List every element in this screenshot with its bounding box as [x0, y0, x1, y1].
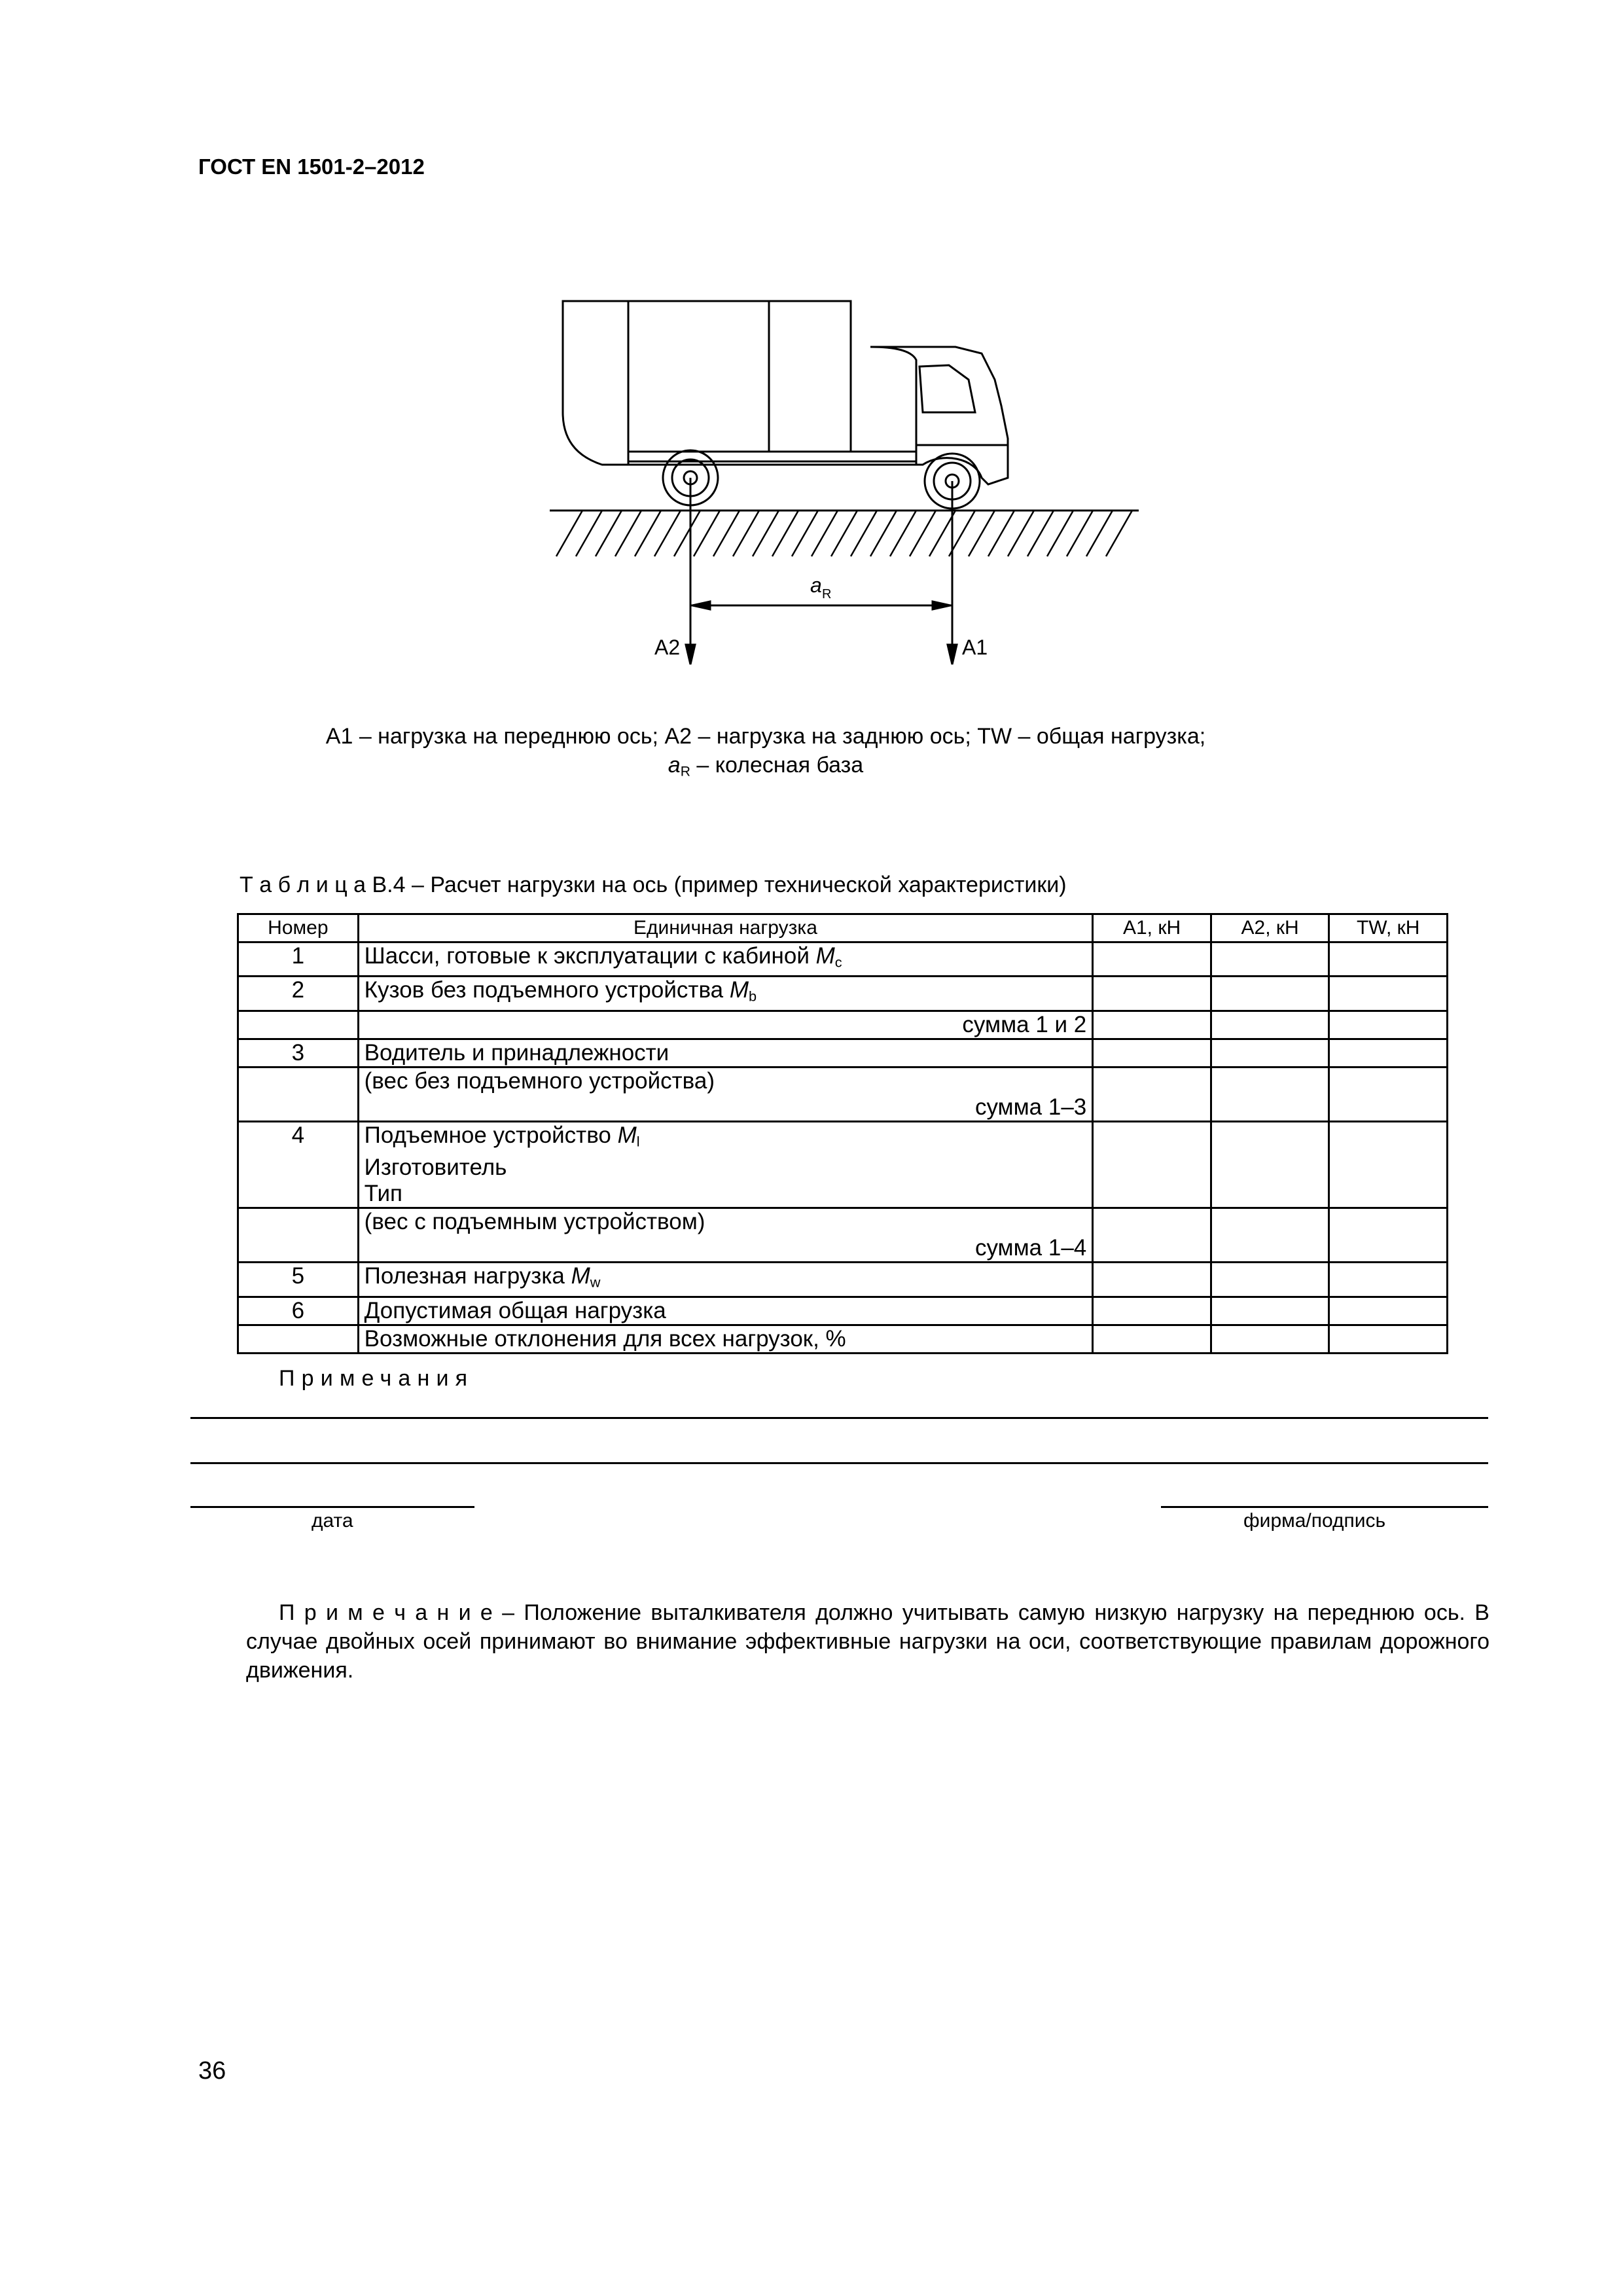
header-a2: A2, кН: [1211, 914, 1329, 942]
table-row: 6 Допустимая общая нагрузка: [238, 1297, 1448, 1325]
wheelbase-label-sub: R: [822, 587, 832, 601]
table-title: Т а б л и ц а B.4 – Расчет нагрузки на ось (пример технической характеристики): [240, 872, 1067, 897]
table-row: сумма 1 и 2: [238, 1011, 1448, 1039]
rear-axle-arrow: [686, 645, 695, 664]
table-row: 3 Водитель и принадлежности: [238, 1039, 1448, 1067]
figure-caption: [262, 722, 1270, 786]
signature-label: фирма/подпись: [1243, 1510, 1386, 1532]
table-row: 4 Подъемное устройство $M_l$ Изготовитель Тип: [238, 1121, 1448, 1208]
table-row: (вес с подъемным устройством) сумма 1–4: [238, 1208, 1448, 1263]
caption-line-1: A1 – нагрузка на переднюю ось; A2 – нагрузка на заднюю ось; TW – общая нагрузка;: [325, 724, 1206, 749]
header-tw: TW, кН: [1329, 914, 1448, 942]
notes-line-1: [190, 1417, 1488, 1419]
wheelbase-label: a: [810, 573, 822, 597]
header-a1: A1, кН: [1093, 914, 1211, 942]
signature-line: [1161, 1506, 1488, 1508]
table-header-row: [238, 914, 1448, 942]
table-row: (вес без подъемного устройства) сумма 1–3: [238, 1067, 1448, 1121]
caption-line-2: $a_R$ – колесная база: [668, 753, 864, 780]
header-number: Номер: [238, 914, 359, 942]
table-row: 1 Шасси, готовые к эксплуатации с кабиной $M_c$: [238, 942, 1448, 977]
front-axle-label: A1: [962, 636, 988, 659]
front-axle-arrow: [948, 645, 957, 664]
date-line: [190, 1506, 474, 1508]
truck-axle-diagram: [550, 281, 1152, 687]
truck-cargo-box: [563, 301, 851, 465]
rear-axle-label: A2: [654, 636, 681, 659]
ground-hatching: [556, 511, 1132, 556]
table-row: 5 Полезная нагрузка $M_w$: [238, 1263, 1448, 1297]
notes-line-2: [190, 1462, 1488, 1464]
footnote: П р и м е ч а н и е – Положение выталкивателя должно учитывать самую низкую нагрузку на переднюю ось. В случае двойных осей принимают во внимание эффективные нагрузки на оси, соответствующие правилам дорожного движения.: [246, 1600, 1489, 1683]
header-unit-load: Единичная нагрузка: [358, 914, 1093, 942]
document-header: ГОСТ EN 1501-2–2012: [198, 154, 425, 179]
notes-title: Примечания: [279, 1366, 474, 1391]
table-row: 2 Кузов без подъемного устройства $M_b$: [238, 977, 1448, 1011]
axle-load-table: [237, 913, 1448, 1354]
date-label: дата: [312, 1510, 353, 1532]
table-row: Возможные отклонения для всех нагрузок, %: [238, 1325, 1448, 1353]
page-number: 36: [198, 2057, 226, 2085]
